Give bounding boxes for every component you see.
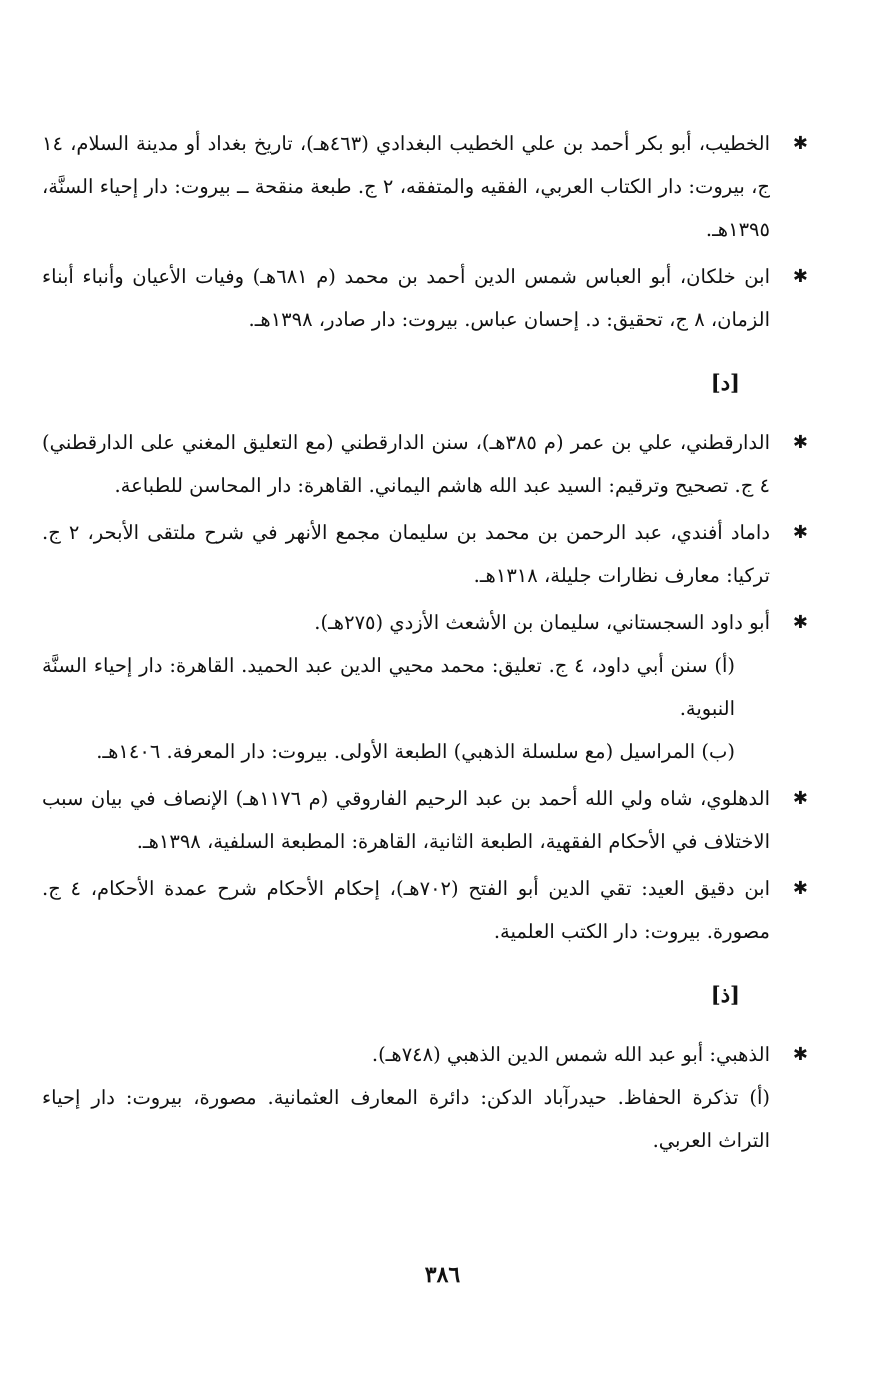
section-heading-dal: [د] (710, 370, 740, 395)
asterisk-bullet-icon: ✱ (792, 1044, 808, 1065)
bibliography-entry-ibn-daqiq-al-id (42, 867, 808, 953)
asterisk-bullet-icon: ✱ (792, 788, 808, 809)
bibliography-entry-abu-dawud (42, 601, 808, 644)
entry-text: الدارقطني، علي بن عمر (م ٣٨٥هـ)، سنن الدارقطني (مع التعليق المغني على الدارقطني) ٤ ج. تصحيح وترقيم: السيد عبد الله هاشم اليماني. القاهرة: دار المحاسن للطباعة. (42, 431, 770, 497)
entry-text: أبو داود السجستاني، سليمان بن الأشعث الأزدي (٢٧٥هـ). (314, 611, 770, 634)
entry-text: داماد أفندي، عبد الرحمن بن محمد بن سليمان مجمع الأنهر في شرح ملتقى الأبحر، ٢ ج. تركيا: معارف نظارات جليلة، ١٣١٨هـ. (42, 521, 770, 587)
bibliography-entry-dehlawi (42, 777, 808, 863)
entry-text: ابن دقيق العيد: تقي الدين أبو الفتح (٧٠٢هـ)، إحكام الأحكام شرح عمدة الأحكام، ٤ ج. مصورة. بيروت: دار الكتب العلمية. (42, 877, 771, 943)
asterisk-bullet-icon: ✱ (792, 266, 808, 287)
bibliography-entry-dhahabi (42, 1033, 808, 1076)
asterisk-bullet-icon: ✱ (792, 612, 808, 633)
sub-entry-sunan-abi-dawud: (أ) سنن أبي داود، ٤ ج. تعليق: محمد محيي الدين عبد الحميد. القاهرة: دار إحياء السنَّة النبوية. (42, 654, 735, 720)
entry-text: الخطيب، أبو بكر أحمد بن علي الخطيب البغدادي (٤٦٣هـ)، تاريخ بغداد أو مدينة السلام، ١٤ ج، بيروت: دار الكتاب العربي، الفقيه والمتفقه، ٢ ج. طبعة منقحة ــ بيروت: دار إحياء السنَّة، ١٣٩٥هـ. (42, 132, 770, 241)
page-number: ٣٨٦ (424, 1262, 461, 1288)
section-heading-dhal: [ذ] (710, 982, 740, 1007)
entry-text: الدهلوي، شاه ولي الله أحمد بن عبد الرحيم الفاروقي (م ١١٧٦هـ) الإنصاف في بيان سبب الاختلاف في الأحكام الفقهية، الطبعة الثانية، القاهرة: المطبعة السلفية، ١٣٩٨هـ. (42, 787, 771, 853)
bibliography-entry-damad-afandi (42, 511, 808, 597)
bibliography-entry-khatib (42, 122, 808, 251)
sub-entry-al-marasil: (ب) المراسيل (مع سلسلة الذهبي) الطبعة الأولى. بيروت: دار المعرفة. ١٤٠٦هـ. (96, 740, 735, 763)
asterisk-bullet-icon: ✱ (792, 878, 808, 899)
bibliography-entry-ibn-khallikan (42, 255, 808, 341)
asterisk-bullet-icon: ✱ (792, 522, 808, 543)
entry-text: ابن خلكان، أبو العباس شمس الدين أحمد بن محمد (م ٦٨١هـ) وفيات الأعيان وأنباء أبناء الزمان، ٨ ج، تحقيق: د. إحسان عباس. بيروت: دار صادر، ١٣٩٨هـ. (42, 265, 770, 331)
sub-entry-tadhkirat-al-huffaz: (أ) تذكرة الحفاظ. حيدرآباد الدكن: دائرة المعارف العثمانية. مصورة، بيروت: دار إحياء التراث العربي. (42, 1086, 770, 1152)
asterisk-bullet-icon: ✱ (792, 432, 808, 453)
entry-text: الذهبي: أبو عبد الله شمس الدين الذهبي (٧٤٨هـ). (371, 1043, 770, 1066)
bibliography-entry-daraqutni (42, 421, 808, 507)
asterisk-bullet-icon: ✱ (792, 133, 808, 154)
